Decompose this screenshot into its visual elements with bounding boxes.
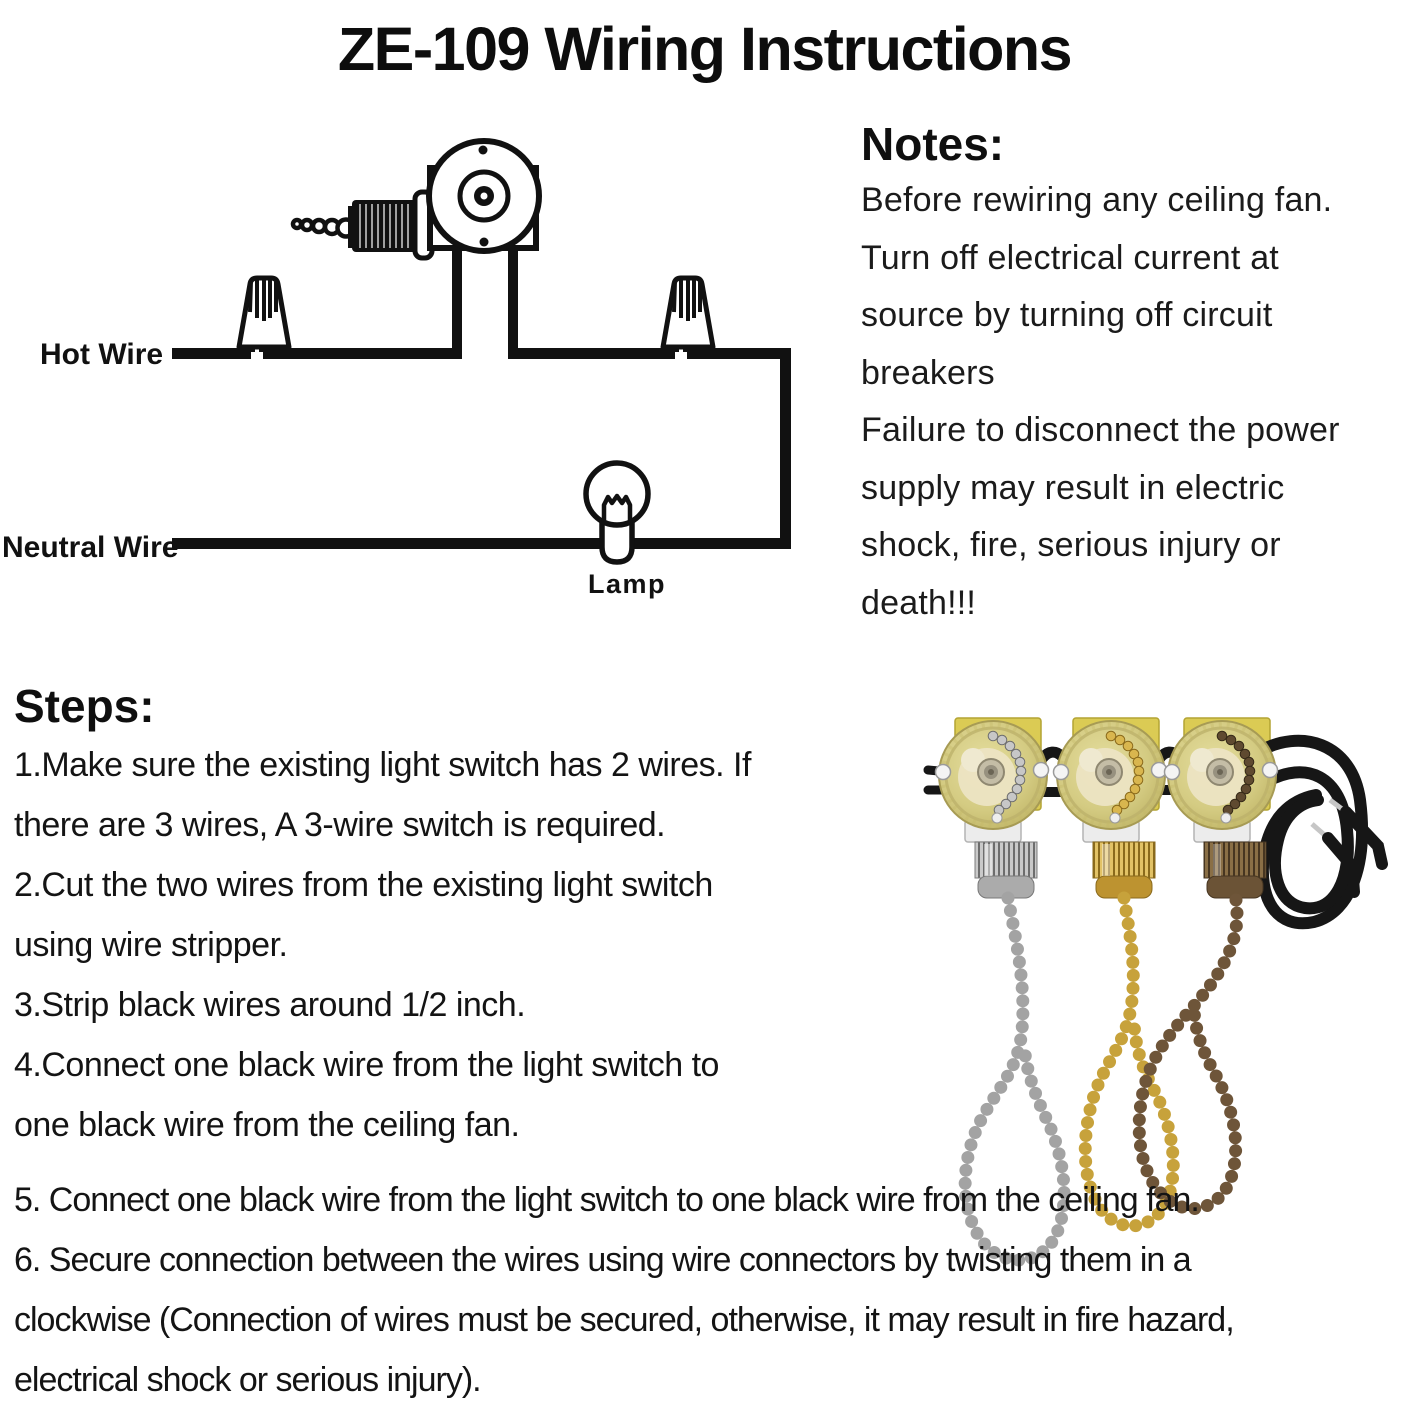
step-line: electrical shock or serious injury). xyxy=(14,1361,481,1399)
page-title: ZE-109 Wiring Instructions xyxy=(337,15,1072,83)
steps-full-width xyxy=(14,1170,1408,1409)
notes-line: shock, fire, serious injury or xyxy=(861,526,1281,564)
nozzle-nickel-icon xyxy=(975,842,1037,898)
notes-line: breakers xyxy=(861,353,995,392)
pull-chain-switch-nickel xyxy=(936,721,1049,829)
nozzle-bronze-icon xyxy=(1204,842,1266,898)
notes-line: Before rewiring any ceiling fan. xyxy=(861,181,1333,219)
notes-line: death!!! xyxy=(861,583,977,622)
step-line: 2.Cut the two wires from the existing light switch xyxy=(14,866,713,904)
notes-section xyxy=(861,118,1409,632)
switch-lead-wires xyxy=(452,246,518,359)
notes-heading: Notes: xyxy=(861,118,1005,170)
notes-line: Turn off electrical current at xyxy=(861,238,1279,277)
step-line: clockwise (Connection of wires must be secured, otherwise, it may result in fire hazard, xyxy=(14,1301,1234,1339)
step-line: one black wire from the ceiling fan. xyxy=(14,1106,520,1144)
nozzle-brass-icon xyxy=(1093,842,1155,898)
hot-wire-label: Hot Wire xyxy=(40,338,164,371)
notes-line: Failure to disconnect the power xyxy=(861,411,1340,449)
steps-section xyxy=(14,680,854,1155)
lamp-label: Lamp xyxy=(588,569,667,599)
step-line: using wire stripper. xyxy=(14,926,288,964)
pull-chain-switch-symbol xyxy=(293,141,539,258)
step-line: 5. Connect one black wire from the light switch to one black wire from the ceiling fan. xyxy=(14,1181,1199,1219)
notes-line: supply may result in electric xyxy=(861,468,1285,507)
pull-chain-switch-bronze xyxy=(1165,721,1278,829)
wiring-diagram xyxy=(0,100,850,640)
notes-line: source by turning off circuit xyxy=(861,296,1273,334)
wire-nut-right-icon xyxy=(663,278,713,352)
step-line: 6. Secure connection between the wires using wire connectors by twisting them in a xyxy=(14,1241,1191,1279)
ball-chain-bronze xyxy=(1139,900,1237,1209)
step-line: 4.Connect one black wire from the light switch to xyxy=(14,1046,719,1084)
step-line: 1.Make sure the existing light switch has 2 wires. If xyxy=(14,746,751,784)
steps-heading: Steps: xyxy=(14,680,155,732)
neutral-wire-label: Neutral Wire xyxy=(2,531,179,564)
neutral-wire-line xyxy=(172,348,791,549)
step-line: there are 3 wires, A 3-wire switch is required. xyxy=(14,806,666,844)
step-line: 3.Strip black wires around 1/2 inch. xyxy=(14,986,526,1024)
pull-chain-switch-brass xyxy=(1054,721,1167,829)
